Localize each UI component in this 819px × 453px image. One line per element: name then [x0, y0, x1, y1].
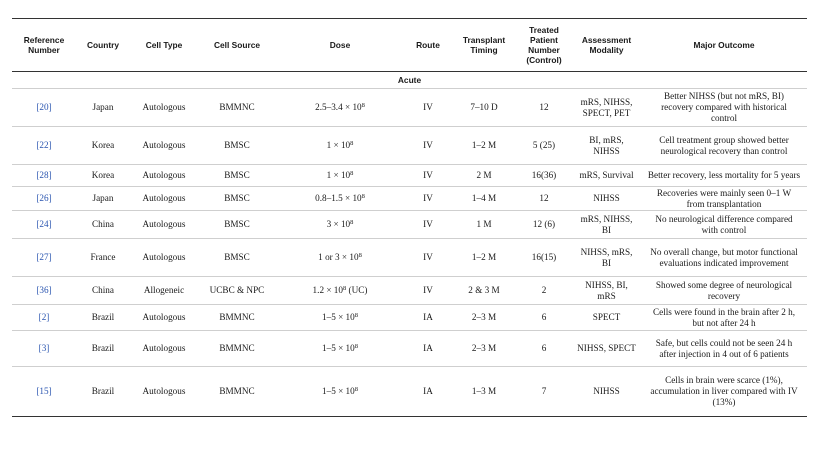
dose-exponent: 8 [361, 193, 365, 200]
header-major-outcome: Major Outcome [641, 19, 807, 72]
cell-type-cell: Autologous [130, 305, 198, 331]
reference-cell [12, 331, 76, 367]
table-row [12, 127, 807, 165]
outcome-cell: No neurological difference compared with control [641, 211, 807, 239]
header-reference-number: Reference Number [12, 19, 76, 72]
outcome-cell: Showed some degree of neurological recovery [641, 277, 807, 305]
header-cell-source: Cell Source [198, 19, 276, 72]
section-row [12, 72, 807, 89]
route-cell: IA [404, 305, 452, 331]
header-treated-patient-number: Treated Patient Number (Control) [516, 19, 572, 72]
patients-cell: 6 [516, 305, 572, 331]
dose-cell [276, 367, 404, 417]
country-cell: Korea [76, 127, 130, 165]
assessment-cell: mRS, NIHSS, BI [572, 211, 641, 239]
dose-base: 1.2 × 10 [312, 285, 343, 295]
assessment-cell: NIHSS [572, 367, 641, 417]
dose-exponent: 8 [354, 386, 358, 393]
patients-cell: 2 [516, 277, 572, 305]
cell-source-cell: UCBC & NPC [198, 277, 276, 305]
route-cell: IV [404, 127, 452, 165]
route-cell: IA [404, 331, 452, 367]
table-row [12, 305, 807, 331]
header-country: Country [76, 19, 130, 72]
dose-cell [276, 89, 404, 127]
country-cell: Japan [76, 89, 130, 127]
header-route: Route [404, 19, 452, 72]
dose-base: 1 × 10 [326, 170, 351, 180]
table-row [12, 211, 807, 239]
dose-cell [276, 187, 404, 211]
table-body [12, 72, 807, 417]
dose-exponent: 8 [350, 170, 354, 177]
dose-cell [276, 127, 404, 165]
dose-cell [276, 239, 404, 277]
table-row [12, 187, 807, 211]
country-cell: Japan [76, 187, 130, 211]
assessment-cell: mRS, Survival [572, 165, 641, 187]
timing-cell: 1–3 M [452, 367, 516, 417]
timing-cell: 7–10 D [452, 89, 516, 127]
route-cell: IV [404, 187, 452, 211]
reference-link[interactable]: [20] [36, 102, 52, 112]
dose-cell [276, 277, 404, 305]
assessment-cell: NIHSS [572, 187, 641, 211]
country-cell: Brazil [76, 367, 130, 417]
dose-exponent: 8 [361, 102, 365, 109]
country-cell: France [76, 239, 130, 277]
reference-link[interactable]: [27] [36, 252, 52, 262]
reference-cell [12, 89, 76, 127]
timing-cell: 1 M [452, 211, 516, 239]
cell-type-cell: Autologous [130, 367, 198, 417]
country-cell: Korea [76, 165, 130, 187]
country-cell: Brazil [76, 331, 130, 367]
route-cell: IV [404, 89, 452, 127]
assessment-cell: mRS, NIHSS, SPECT, PET [572, 89, 641, 127]
reference-cell [12, 239, 76, 277]
reference-link[interactable]: [15] [36, 386, 52, 396]
assessment-cell: NIHSS, BI, mRS [572, 277, 641, 305]
reference-link[interactable]: [28] [36, 170, 52, 180]
outcome-cell: Cells were found in the brain after 2 h, but not after 24 h [641, 305, 807, 331]
table-row [12, 331, 807, 367]
patients-cell: 16(36) [516, 165, 572, 187]
dose-base: 2.5–3.4 × 10 [315, 102, 362, 112]
clinical-trials-table [12, 18, 807, 417]
dose-base: 0.8–1.5 × 10 [315, 193, 362, 203]
dose-exponent: 8 [354, 312, 358, 319]
route-cell: IV [404, 277, 452, 305]
timing-cell: 2–3 M [452, 331, 516, 367]
country-cell: China [76, 211, 130, 239]
assessment-cell: BI, mRS, NIHSS [572, 127, 641, 165]
table-row [12, 89, 807, 127]
assessment-cell: NIHSS, SPECT [572, 331, 641, 367]
table-row [12, 239, 807, 277]
timing-cell: 1–2 M [452, 127, 516, 165]
reference-cell [12, 367, 76, 417]
reference-link[interactable]: [3] [38, 343, 50, 353]
patients-cell: 6 [516, 331, 572, 367]
dose-exponent: 8 [350, 219, 354, 226]
route-cell: IA [404, 367, 452, 417]
cell-source-cell: BMMNC [198, 331, 276, 367]
reference-cell [12, 165, 76, 187]
dose-suffix: (UC) [346, 285, 368, 295]
reference-link[interactable]: [24] [36, 219, 52, 229]
timing-cell: 1–2 M [452, 239, 516, 277]
dose-base: 1 or 3 × 10 [318, 252, 359, 262]
patients-cell: 16(15) [516, 239, 572, 277]
cell-source-cell: BMSC [198, 187, 276, 211]
outcome-cell: Better NIHSS (but not mRS, BI) recovery compared with historical control [641, 89, 807, 127]
dose-cell [276, 165, 404, 187]
dose-base: 1–5 × 10 [322, 343, 355, 353]
header-dose: Dose [276, 19, 404, 72]
outcome-cell: No overall change, but motor functional evaluations indicated improvement [641, 239, 807, 277]
header-row [12, 19, 807, 72]
reference-cell [12, 187, 76, 211]
dose-exponent: 8 [350, 140, 354, 147]
dose-base: 1–5 × 10 [322, 386, 355, 396]
outcome-cell: Recoveries were mainly seen 0–1 W from transplantation [641, 187, 807, 211]
reference-link[interactable]: [22] [36, 140, 52, 150]
patients-cell: 7 [516, 367, 572, 417]
patients-cell: 12 (6) [516, 211, 572, 239]
timing-cell: 1–4 M [452, 187, 516, 211]
cell-type-cell: Autologous [130, 239, 198, 277]
outcome-cell: Cell treatment group showed better neurological recovery than control [641, 127, 807, 165]
cell-source-cell: BMSC [198, 239, 276, 277]
table-row [12, 367, 807, 417]
patients-cell: 12 [516, 89, 572, 127]
country-cell: China [76, 277, 130, 305]
table-row [12, 165, 807, 187]
timing-cell: 2 & 3 M [452, 277, 516, 305]
reference-cell [12, 277, 76, 305]
dose-cell [276, 211, 404, 239]
cell-source-cell: BMMNC [198, 305, 276, 331]
dose-cell [276, 331, 404, 367]
dose-base: 3 × 10 [326, 219, 351, 229]
cell-type-cell: Autologous [130, 165, 198, 187]
patients-cell: 12 [516, 187, 572, 211]
outcome-cell: Safe, but cells could not be seen 24 h after injection in 4 out of 6 patients [641, 331, 807, 367]
patients-cell: 5 (25) [516, 127, 572, 165]
dose-cell [276, 305, 404, 331]
header-transplant-timing: Transplant Timing [452, 19, 516, 72]
dose-base: 1–5 × 10 [322, 312, 355, 322]
cell-source-cell: BMSC [198, 211, 276, 239]
dose-exponent: 8 [354, 343, 358, 350]
cell-type-cell: Allogeneic [130, 277, 198, 305]
cell-source-cell: BMSC [198, 165, 276, 187]
dose-base: 1 × 10 [326, 140, 351, 150]
cell-type-cell: Autologous [130, 127, 198, 165]
timing-cell: 2–3 M [452, 305, 516, 331]
reference-cell [12, 211, 76, 239]
table-row [12, 277, 807, 305]
header-cell-type: Cell Type [130, 19, 198, 72]
reference-cell [12, 127, 76, 165]
reference-link[interactable]: [2] [38, 312, 50, 322]
cell-source-cell: BMMNC [198, 367, 276, 417]
cell-type-cell: Autologous [130, 187, 198, 211]
header-assessment-modality: Assessment Modality [572, 19, 641, 72]
reference-cell [12, 305, 76, 331]
cell-type-cell: Autologous [130, 331, 198, 367]
timing-cell: 2 M [452, 165, 516, 187]
outcome-cell: Cells in brain were scarce (1%), accumulation in liver compared with IV (13%) [641, 367, 807, 417]
reference-link[interactable]: [36] [36, 285, 52, 295]
dose-exponent: 8 [358, 252, 362, 259]
assessment-cell: SPECT [572, 305, 641, 331]
section-label: Acute [12, 72, 807, 89]
cell-source-cell: BMMNC [198, 89, 276, 127]
outcome-cell: Better recovery, less mortality for 5 years [641, 165, 807, 187]
country-cell: Brazil [76, 305, 130, 331]
reference-link[interactable]: [26] [36, 193, 52, 203]
assessment-cell: NIHSS, mRS, BI [572, 239, 641, 277]
dose-exponent: 8 [343, 285, 347, 292]
cell-type-cell: Autologous [130, 89, 198, 127]
cell-source-cell: BMSC [198, 127, 276, 165]
cell-type-cell: Autologous [130, 211, 198, 239]
route-cell: IV [404, 239, 452, 277]
route-cell: IV [404, 211, 452, 239]
route-cell: IV [404, 165, 452, 187]
